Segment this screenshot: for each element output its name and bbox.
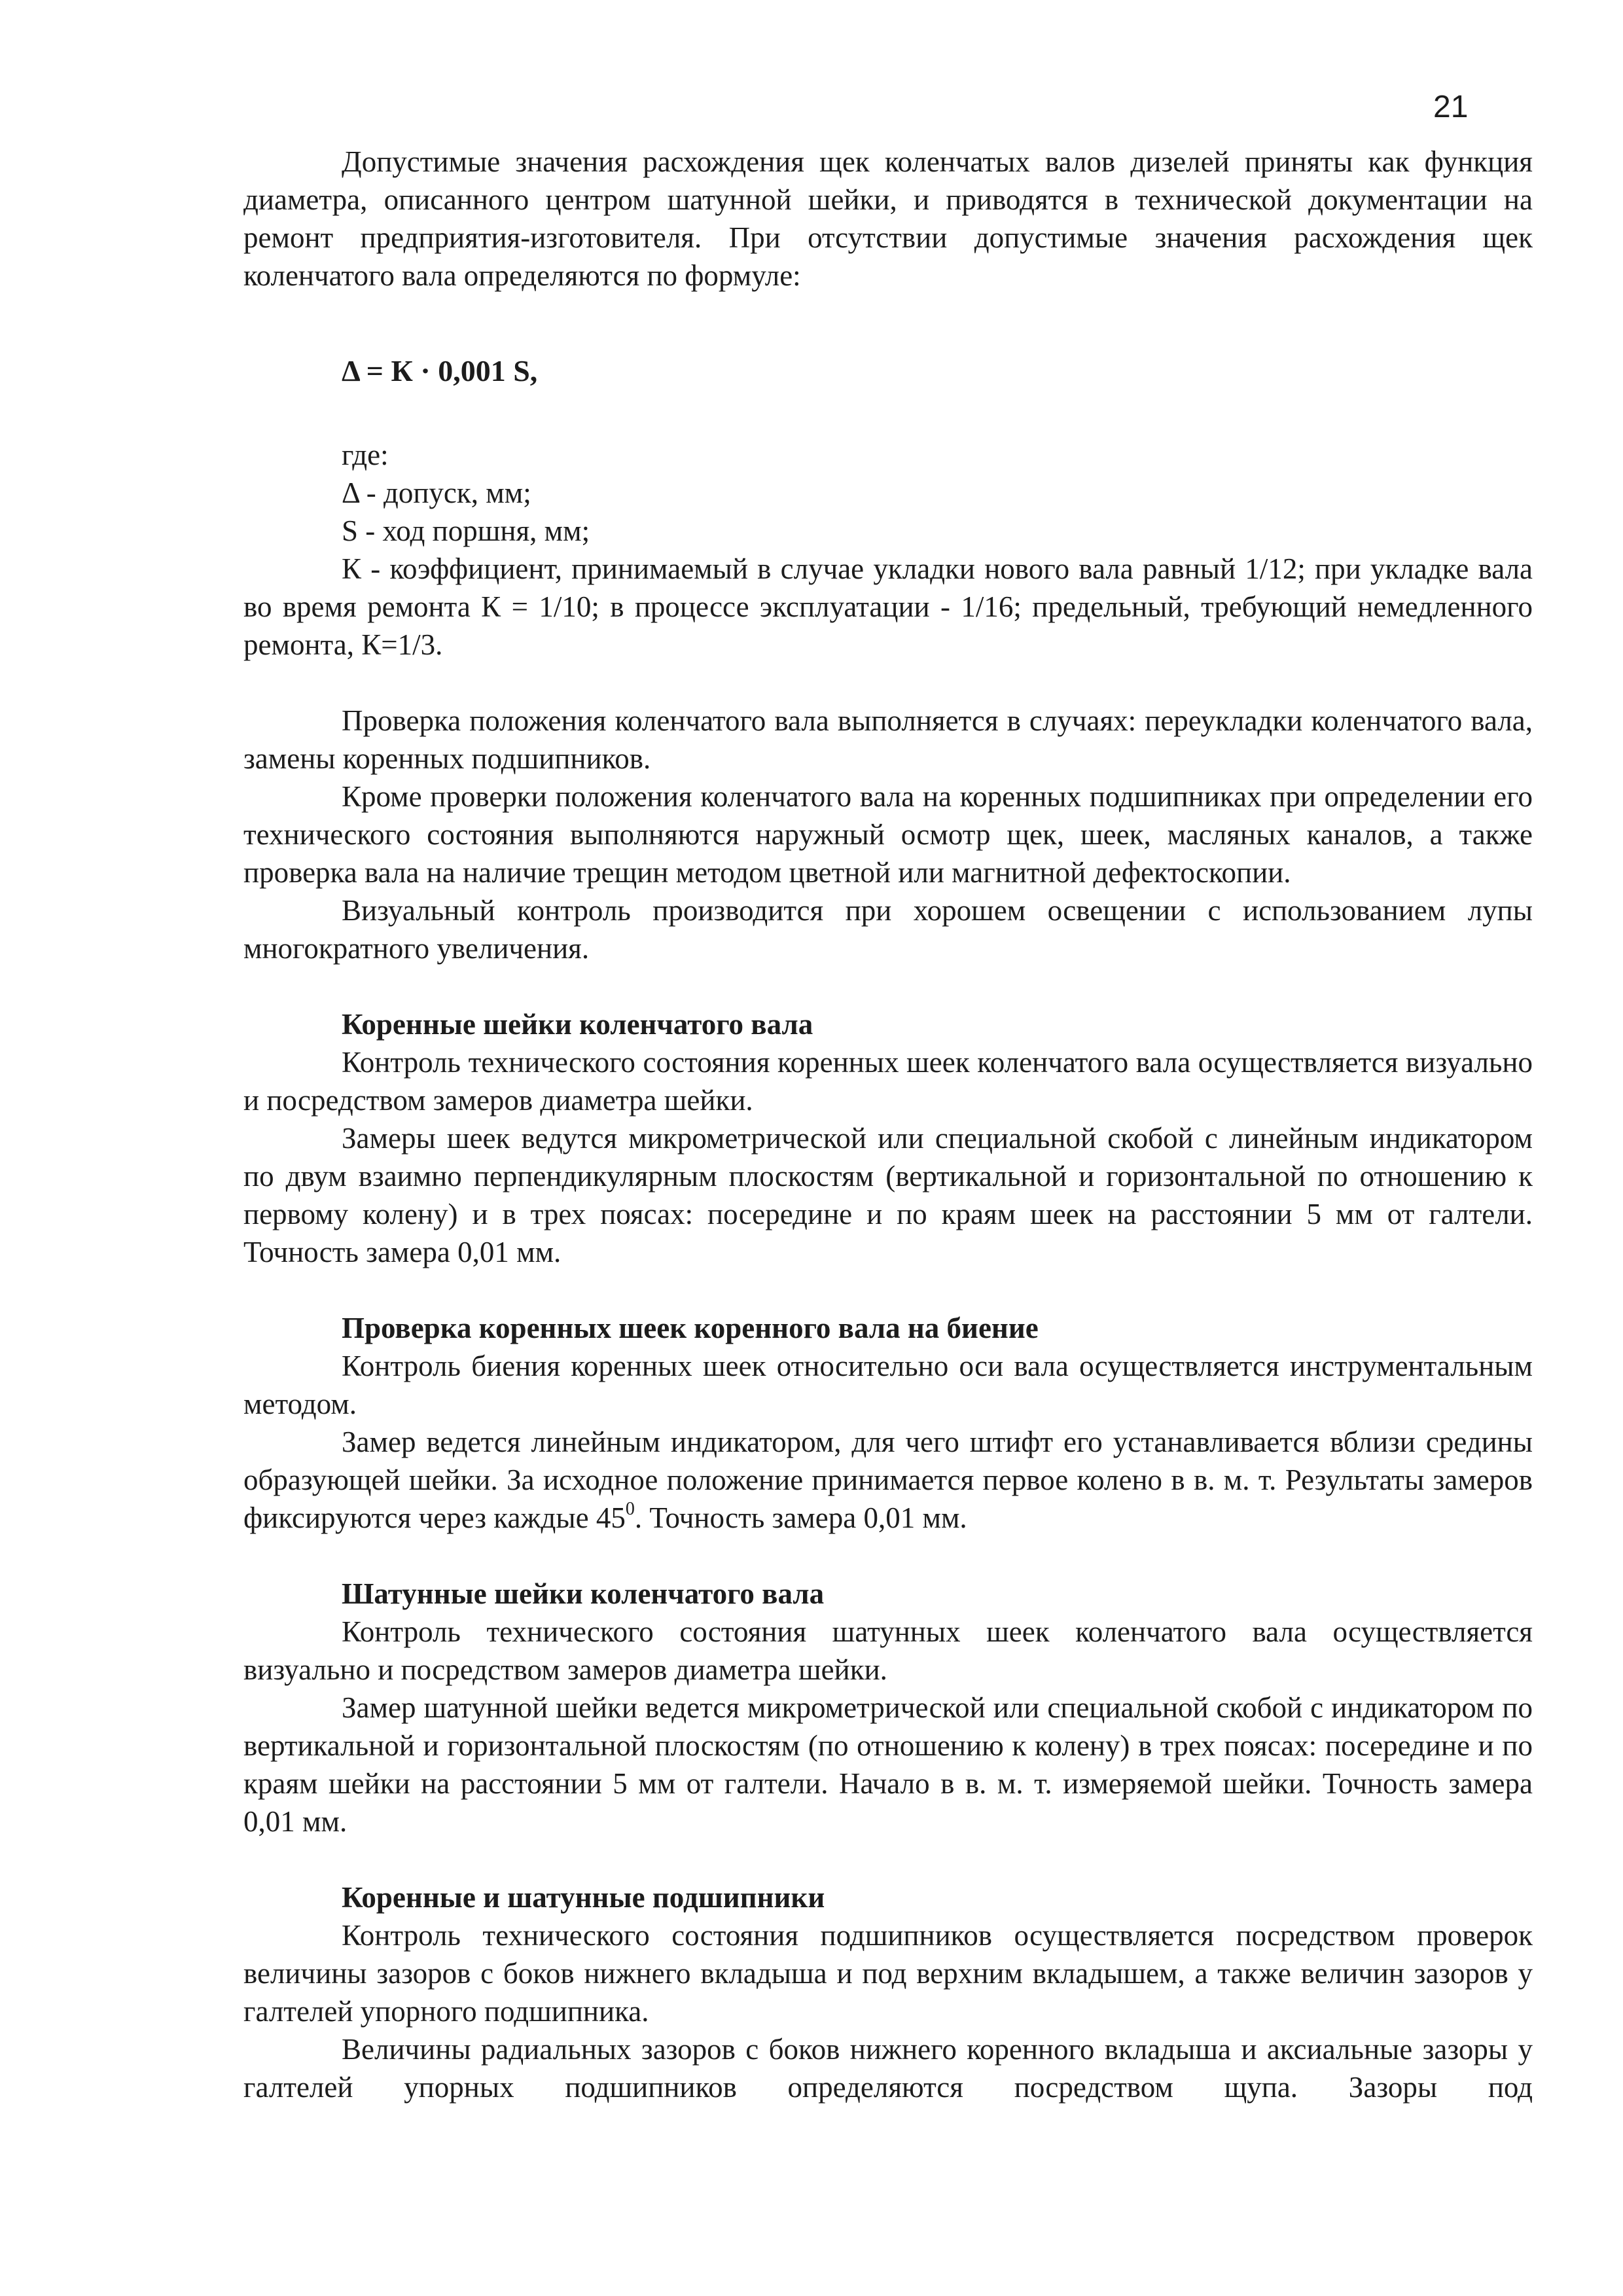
intro-paragraph: Допустимые значения расхождения щек коленчатых валов дизелей приняты как функция диаметра, описанного центром шатунной шейки, и приводятся в технической документации на ремонт предприятия-изготовителя. При отсутствии допустимые значения расхождения щек коленчатого вала определяются по формуле:: [243, 145, 1533, 292]
section-paragraph: Контроль биения коренных шеек относительно оси вала осуществляется инструментальным методом.: [243, 1350, 1533, 1420]
check-paragraph: Кроме проверки положения коленчатого вала на коренных подшипниках при определении его технического состояния выполняются наружный осмотр щек, шеек, масляных каналов, а также проверка вала на наличие трещин методом цветной или магнитной дефектоскопии.: [243, 780, 1533, 889]
paragraph-text: Замер ведется линейным индикатором, для чего штифт его устанавливается вблизи средины образующей шейки. За исходное положение принимается первое колено в в. м. т. Результаты замеров фиксируются через каждые 45: [243, 1426, 1533, 1534]
section-paragraph: Замер шатунной шейки ведется микрометрической или специальной скобой с индикатором по вертикальной и горизонтальной плоскостям (по отношению к колену) в трех поясах: посередине и по краям шейки на расстоянии 5 мм от галтели. Начало в в. м. т. измеряемой шейки. Точность замера 0,01 мм.: [243, 1691, 1533, 1838]
where-label: где:: [342, 439, 389, 471]
section-heading: Проверка коренных шеек коренного вала на биение: [342, 1312, 1039, 1344]
page-body: [243, 143, 1533, 2106]
section-paragraph: Замеры шеек ведутся микрометрической или специальной скобой с линейным индикатором по двум взаимно перпендикулярным плоскостям (вертикальной и горизонтальной по отношению к первому колену) и в трех поясах: посередине и по краям шеек на расстоянии 5 мм от галтели. Точность замера 0,01 мм.: [243, 1122, 1533, 1268]
where-delta: Δ - допуск, мм;: [342, 476, 531, 509]
section-heading: Шатунные шейки коленчатого вала: [342, 1577, 825, 1610]
section-paragraph: Величины радиальных зазоров с боков нижнего коренного вкладыша и аксиальные зазоры у галтелей упорных подшипников определяются посредством щупа. Зазоры под: [243, 2033, 1533, 2104]
where-s: S - ход поршня, мм;: [342, 514, 590, 547]
section-paragraph: Контроль технического состояния коренных шеек коленчатого вала осуществляется визуально и посредством замеров диаметра шейки.: [243, 1046, 1533, 1117]
section-paragraph: Контроль технического состояния шатунных шеек коленчатого вала осуществляется визуально и посредством замеров диаметра шейки.: [243, 1615, 1533, 1686]
page-number: 21: [1433, 90, 1469, 124]
formula: Δ = К · 0,001 S,: [342, 354, 538, 387]
section-paragraph: [243, 1423, 1533, 1537]
section-paragraph: Контроль технического состояния подшипников осуществляется посредством проверок величины зазоров с боков нижнего вкладыша и под верхним вкладышем, а также величин зазоров у галтелей упорного подшипника.: [243, 1919, 1533, 2028]
paragraph-text: . Точность замера 0,01 мм.: [634, 1501, 967, 1534]
check-paragraph: Проверка положения коленчатого вала выполняется в случаях: переукладки коленчатого вала, замены коренных подшипников.: [243, 704, 1533, 775]
check-paragraph: Визуальный контроль производится при хорошем освещении с использованием лупы многократного увеличения.: [243, 894, 1533, 965]
where-k: К - коэффициент, принимаемый в случае укладки нового вала равный 1/12; при укладке вала во время ремонта К = 1/10; в процессе эксплуатации - 1/16; предельный, требующий немедленного ремонта, К=1/3.: [243, 552, 1533, 661]
section-heading: Коренные шейки коленчатого вала: [342, 1008, 813, 1041]
degree-superscript: 0: [625, 1499, 635, 1519]
section-heading: Коренные и шатунные подшипники: [342, 1881, 825, 1914]
